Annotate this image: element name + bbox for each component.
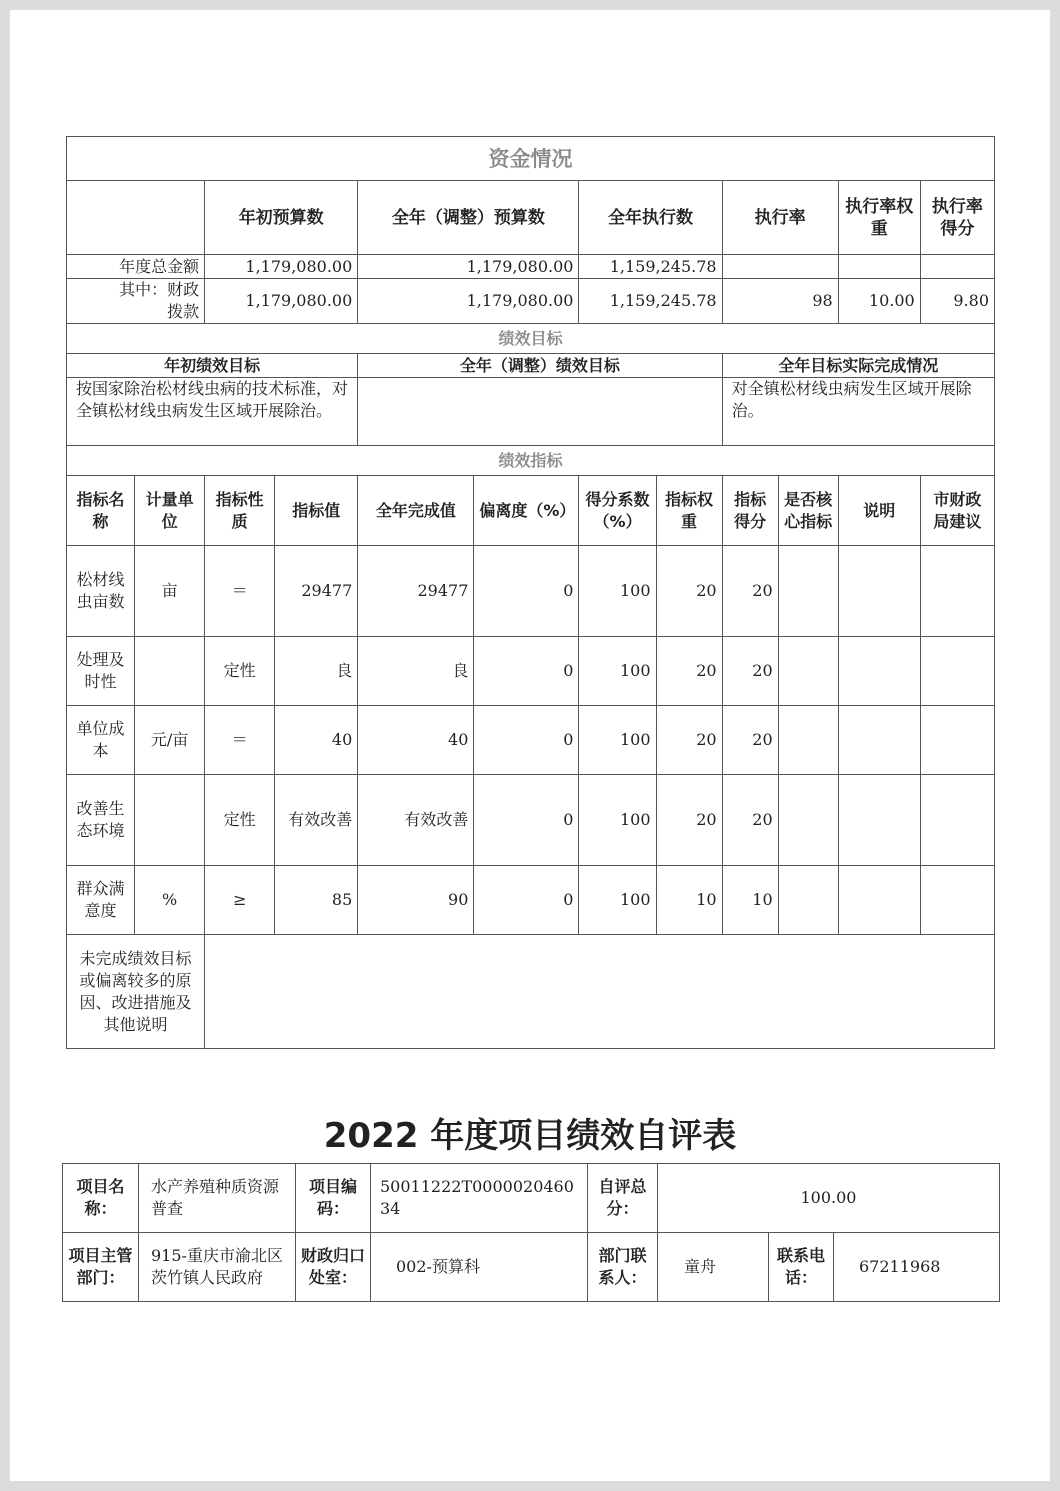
- contact-value: 童舟: [658, 1233, 769, 1302]
- indicator-advice: [920, 866, 994, 935]
- indicator-header-dev: 偏离度（%）: [474, 476, 579, 546]
- phone-label: 联系电话：: [769, 1233, 834, 1302]
- indicator-name: 改善生态环境: [67, 775, 135, 866]
- goals-header-adjusted: 全年（调整）绩效目标: [358, 354, 722, 378]
- funds-total-rate: [722, 255, 838, 279]
- indicator-coef: 100: [579, 706, 656, 775]
- goals-header-actual: 全年目标实际完成情况: [722, 354, 994, 378]
- indicator-value: 29477: [275, 546, 358, 637]
- funds-header-initial: 年初预算数: [205, 181, 358, 255]
- indicator-header-score: 指标得分: [722, 476, 778, 546]
- indicator-unit: [135, 637, 205, 706]
- indicator-advice: [920, 706, 994, 775]
- indicator-header-note: 说明: [838, 476, 920, 546]
- indicator-nature: ＝: [205, 706, 275, 775]
- indicator-advice: [920, 637, 994, 706]
- remarks-text: [205, 935, 995, 1049]
- indicator-core: [778, 866, 838, 935]
- indicator-score: 20: [722, 775, 778, 866]
- funds-total-executed: 1,159,245.78: [579, 255, 722, 279]
- indicator-done: 40: [358, 706, 474, 775]
- indicator-weight: 10: [656, 866, 722, 935]
- indicator-value: 85: [275, 866, 358, 935]
- goals-initial-text: 按国家除治松材线虫病的技术标准，对全镇松材线虫病发生区域开展除治。: [67, 378, 358, 446]
- indicator-score: 20: [722, 546, 778, 637]
- indicator-note: [838, 706, 920, 775]
- funds-fiscal-executed: 1,159,245.78: [579, 279, 722, 324]
- indicator-note: [838, 637, 920, 706]
- indicator-score: 20: [722, 637, 778, 706]
- project-code-value: 50011222T000002046034: [371, 1164, 588, 1233]
- indicator-coef: 100: [579, 775, 656, 866]
- project-name-label: 项目名称：: [63, 1164, 139, 1233]
- goals-header-initial: 年初绩效目标: [67, 354, 358, 378]
- indicator-dev: 0: [474, 775, 579, 866]
- indicator-done: 有效改善: [358, 775, 474, 866]
- funds-total-adjusted: 1,179,080.00: [358, 255, 579, 279]
- indicator-core: [778, 546, 838, 637]
- indicator-dev: 0: [474, 706, 579, 775]
- indicator-coef: 100: [579, 546, 656, 637]
- self-score-label: 自评总分：: [588, 1164, 658, 1233]
- indicator-value: 有效改善: [275, 775, 358, 866]
- funds-header-rate: 执行率: [722, 181, 838, 255]
- indicator-weight: 20: [656, 546, 722, 637]
- indicator-unit: 元/亩: [135, 706, 205, 775]
- indicator-unit: [135, 775, 205, 866]
- indicator-coef: 100: [579, 637, 656, 706]
- office-value: 002-预算科: [371, 1233, 588, 1302]
- indicator-header-core: 是否核心指标: [778, 476, 838, 546]
- indicator-header-name: 指标名称: [67, 476, 135, 546]
- indicator-note: [838, 546, 920, 637]
- indicator-core: [778, 706, 838, 775]
- indicator-note: [838, 866, 920, 935]
- indicator-advice: [920, 775, 994, 866]
- funds-fiscal-adjusted: 1,179,080.00: [358, 279, 579, 324]
- funds-total-score: [920, 255, 994, 279]
- indicator-header-weight: 指标权重: [656, 476, 722, 546]
- indicator-header-unit: 计量单位: [135, 476, 205, 546]
- indicator-name: 单位成本: [67, 706, 135, 775]
- table-row: [67, 866, 995, 935]
- indicator-done: 良: [358, 637, 474, 706]
- funds-header-adjusted: 全年（调整）预算数: [358, 181, 579, 255]
- funds-total-initial: 1,179,080.00: [205, 255, 358, 279]
- funds-header-executed: 全年执行数: [579, 181, 722, 255]
- indicator-name: 松材线虫亩数: [67, 546, 135, 637]
- indicator-header-nature: 指标性质: [205, 476, 275, 546]
- indicator-coef: 100: [579, 866, 656, 935]
- goals-adjusted-text: [358, 378, 722, 446]
- indicator-nature: ＝: [205, 546, 275, 637]
- indicator-unit: %: [135, 866, 205, 935]
- self-score-value: 100.00: [658, 1164, 1000, 1233]
- table-row: [67, 775, 995, 866]
- funds-header-blank: [67, 181, 205, 255]
- indicator-value: 40: [275, 706, 358, 775]
- funds-total-weight: [838, 255, 920, 279]
- indicator-dev: 0: [474, 637, 579, 706]
- project-code-label: 项目编码：: [296, 1164, 371, 1233]
- indicator-done: 90: [358, 866, 474, 935]
- indicator-score: 20: [722, 706, 778, 775]
- indicator-done: 29477: [358, 546, 474, 637]
- funds-fiscal-initial: 1,179,080.00: [205, 279, 358, 324]
- indicator-name: 群众满意度: [67, 866, 135, 935]
- funds-total-label: 年度总金额: [67, 255, 205, 279]
- contact-label: 部门联系人：: [588, 1233, 658, 1302]
- indicator-unit: 亩: [135, 546, 205, 637]
- indicator-weight: 20: [656, 637, 722, 706]
- indicator-nature: ≥: [205, 866, 275, 935]
- funds-fiscal-rate: 98: [722, 279, 838, 324]
- goals-section-title: 绩效目标: [67, 324, 995, 354]
- indicator-name: 处理及时性: [67, 637, 135, 706]
- remarks-label: 未完成绩效目标或偏离较多的原因、改进措施及其他说明: [67, 935, 205, 1049]
- indicator-value: 良: [275, 637, 358, 706]
- project-info-table: [62, 1163, 1000, 1302]
- funds-header-weight: 执行率权重: [838, 181, 920, 255]
- indicator-nature: 定性: [205, 637, 275, 706]
- indicator-dev: 0: [474, 546, 579, 637]
- phone-value: 67211968: [834, 1233, 1000, 1302]
- indicator-nature: 定性: [205, 775, 275, 866]
- document-page: [10, 10, 1050, 1481]
- performance-table: [66, 136, 995, 1049]
- indicator-weight: 20: [656, 775, 722, 866]
- indicator-core: [778, 775, 838, 866]
- funds-fiscal-label: 其中：财政拨款: [67, 279, 205, 324]
- indicator-note: [838, 775, 920, 866]
- indicators-section-title: 绩效指标: [67, 446, 995, 476]
- dept-value: 915-重庆市渝北区茨竹镇人民政府: [139, 1233, 296, 1302]
- indicator-weight: 20: [656, 706, 722, 775]
- indicator-advice: [920, 546, 994, 637]
- goals-actual-text: 对全镇松材线虫病发生区域开展除治。: [722, 378, 994, 446]
- funds-fiscal-weight: 10.00: [838, 279, 920, 324]
- table-row: [67, 706, 995, 775]
- indicator-header-coef: 得分系数（%）: [579, 476, 656, 546]
- indicator-dev: 0: [474, 866, 579, 935]
- table-row: [67, 637, 995, 706]
- funds-fiscal-score: 9.80: [920, 279, 994, 324]
- indicator-core: [778, 637, 838, 706]
- indicator-header-done: 全年完成值: [358, 476, 474, 546]
- dept-label: 项目主管部门：: [63, 1233, 139, 1302]
- funds-header-score: 执行率得分: [920, 181, 994, 255]
- office-label: 财政归口处室：: [296, 1233, 371, 1302]
- indicator-header-advice: 市财政局建议: [920, 476, 994, 546]
- indicator-header-value: 指标值: [275, 476, 358, 546]
- funds-section-title: 资金情况: [67, 137, 995, 181]
- table-row: [67, 546, 995, 637]
- indicator-score: 10: [722, 866, 778, 935]
- form-title: 2022 年度项目绩效自评表: [323, 1116, 737, 1156]
- project-name-value: 水产养殖种质资源普查: [139, 1164, 296, 1233]
